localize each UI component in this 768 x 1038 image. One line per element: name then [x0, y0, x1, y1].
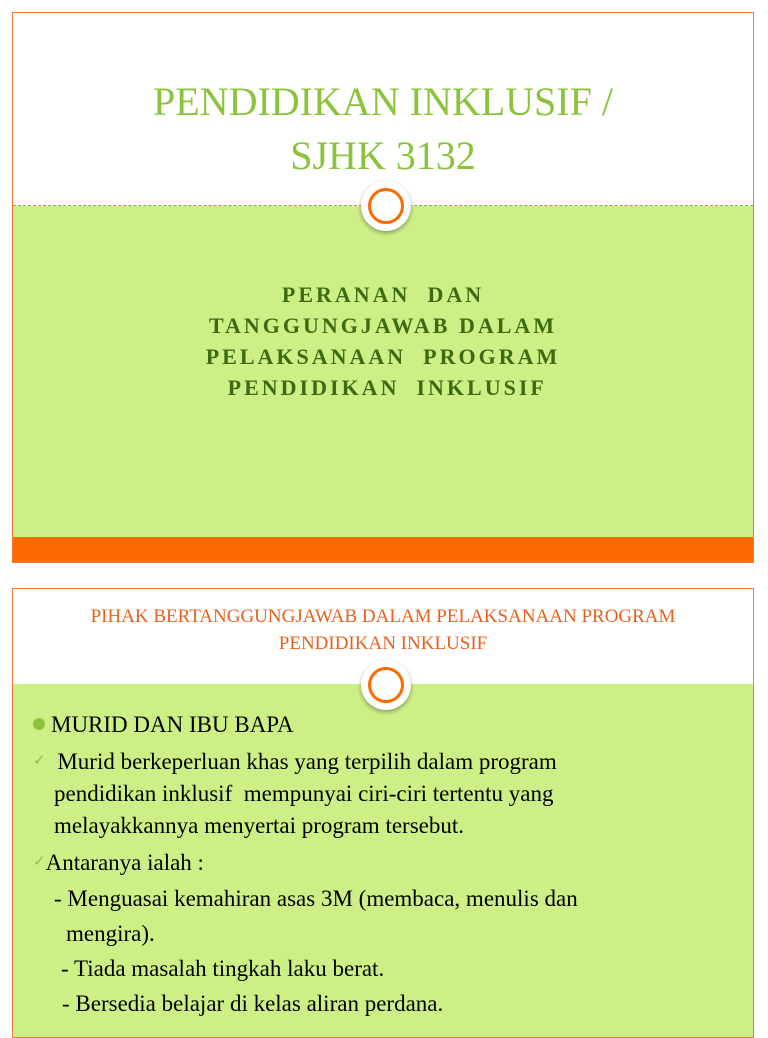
slide-1-subtitle-line: PERANAN DAN: [281, 282, 485, 307]
list-item: - Bersedia belajar di kelas aliran perdana.: [62, 991, 444, 1016]
section-heading: [33, 709, 743, 741]
slide-1-subtitle-line: PENDIDIKAN INKLUSIF: [219, 375, 547, 400]
orange-ring-icon: [361, 660, 411, 710]
paragraph: [33, 745, 743, 842]
slide-2-title-line: PIHAK BERTANGGUNGJAWAB DALAM PELAKSANAAN PROGRAM: [90, 606, 676, 627]
list-intro: [33, 846, 743, 879]
bullet-dot-icon: [33, 718, 45, 730]
slide-1-title-line: PENDIDIKAN INKLUSIF /: [153, 79, 613, 124]
slide-2-body: [33, 709, 743, 1020]
checkmark-icon: ✓: [33, 753, 46, 769]
slide-1-subtitle-line: PELAKSANAAN PROGRAM: [205, 344, 561, 369]
slide-1-subtitle-line: TANGGUNGJAWAB DALAM: [208, 313, 558, 338]
checkmark-icon: ✓: [33, 854, 46, 870]
orange-footer-bar: [13, 537, 753, 563]
paragraph-line: melayakkannya menyertai program tersebut.: [54, 813, 465, 838]
list-item: - Tiada masalah tingkah laku berat.: [61, 956, 385, 981]
slide-1: [12, 12, 754, 563]
list-item: - Menguasai kemahiran asas 3M (membaca, menulis dan: [54, 886, 578, 911]
list-intro-text: Antaranya ialah :: [45, 850, 204, 875]
list-item-continuation: mengira).: [66, 921, 155, 946]
slide-2-title: [13, 603, 753, 657]
paragraph-line: pendidikan inklusif mempunyai ciri-ciri tertentu yang: [54, 781, 554, 806]
slide-2-title-line: PENDIDIKAN INKLUSIF: [278, 633, 488, 654]
slide-1-subtitle: [13, 279, 753, 403]
slide-1-title: [13, 75, 753, 183]
section-heading-text: MURID DAN IBU BAPA: [51, 712, 294, 737]
slide-1-title-line: SJHK 3132: [290, 133, 476, 178]
orange-ring-icon: [361, 181, 411, 231]
paragraph-line: Murid berkeperluan khas yang terpilih dalam program: [51, 749, 557, 774]
slide-2: [12, 588, 754, 1038]
